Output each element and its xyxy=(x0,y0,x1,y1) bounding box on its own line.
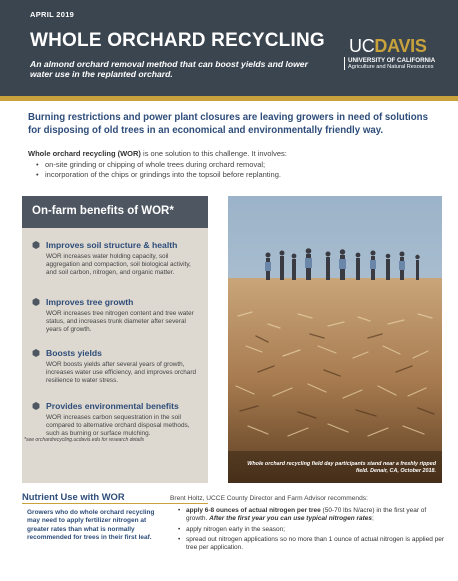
hexagon-bullet-icon xyxy=(32,298,40,306)
page-title: WHOLE ORCHARD RECYCLING xyxy=(30,30,325,51)
list-item xyxy=(178,507,446,524)
list-item: • on-site grinding or chipping of whole trees during orchard removal; xyxy=(36,160,436,170)
wor-steps-list xyxy=(36,160,436,180)
benefit-environment xyxy=(32,401,202,437)
hexagon-bullet-icon xyxy=(32,241,40,249)
issue-date: APRIL 2019 xyxy=(30,10,75,19)
benefit-title: Boosts yields xyxy=(46,348,102,358)
hexagon-bullet-icon xyxy=(32,402,40,410)
rec1-bold: apply 6-8 ounces of actual nitrogen per tree xyxy=(186,507,321,514)
hexagon-bullet-icon xyxy=(32,349,40,357)
recommendation-intro: Brent Holtz, UCCE County Director and Farm Advisor recommends: xyxy=(170,495,368,502)
benefit-title: Provides environmental benefits xyxy=(46,401,179,411)
recommendation-list xyxy=(178,507,446,554)
benefits-heading: On-farm benefits of WOR* xyxy=(22,196,208,228)
rec1-end: ; xyxy=(372,515,374,523)
field-photo-image xyxy=(228,196,442,483)
benefit-text: WOR increases tree nitrogen content and tree water status, and increases trunk diameter after several years of growth. xyxy=(46,310,194,333)
rec1-rest: (50-70 lbs N/acre) in the first year of growth. xyxy=(186,507,427,523)
benefit-text: WOR increases water holding capacity, soil aggregation and compaction, soil biological activity, and soil carbon, nitrogen, and organic matter. xyxy=(46,253,191,276)
field-day-photo xyxy=(228,196,442,483)
list-item: • incorporation of the chips or grindings into the topsoil before replanting. xyxy=(36,170,436,180)
wor-rest: is one solution to this challenge. It involves: xyxy=(140,149,287,158)
benefit-title: Improves tree growth xyxy=(46,297,134,307)
header-banner xyxy=(0,0,458,96)
benefit-title: Improves soil structure & health xyxy=(46,240,178,250)
benefit-tree-growth xyxy=(32,297,202,333)
benefit-yields xyxy=(32,348,202,384)
nutrient-heading: Nutrient Use with WOR xyxy=(22,491,125,502)
logo-division: Agriculture and Natural Resources xyxy=(344,64,444,70)
benefit-text: WOR increases carbon sequestration in the soil compared to alternative orchard disposal methods, such as burning or surface mulching. xyxy=(46,414,190,437)
gold-divider xyxy=(0,96,458,101)
logo-university: UNIVERSITY OF CALIFORNIA xyxy=(344,57,444,64)
benefit-soil xyxy=(32,240,202,276)
list-item: • spread out nitrogen applications so no more than 1 ounce of actual nitrogen is applied per tree per application. xyxy=(178,536,446,553)
photo-caption: Whole orchard recycling field day participants stand near a freshly ripped field. Denair, CA, October 2018. xyxy=(247,461,436,474)
wor-lead: Whole orchard recycling (WOR) xyxy=(28,149,141,158)
page-subtitle: An almond orchard removal method that can boost yields and lower water use in the replanted orchard. xyxy=(30,59,308,79)
intro-headline: Burning restrictions and power plant closures are leaving growers in need of solutions for disposing of old trees in an economical and environmentally friendly way. xyxy=(28,112,428,136)
ucdavis-logo xyxy=(349,37,449,70)
rec1-italic: After the first year you can use typical nitrogen rates xyxy=(209,515,373,523)
logo-uc: UC xyxy=(349,36,375,56)
benefit-text: WOR boosts yields after several years of growth, increases water use efficiency, and improves orchard resilience to water stress. xyxy=(46,361,197,384)
logo-davis: DAVIS xyxy=(374,36,427,56)
wor-definition xyxy=(28,149,438,159)
nutrient-text: Growers who do whole orchard recycling may need to apply fertilizer nitrogen at greater rates than what is normally recommended for trees in their first leaf. xyxy=(27,509,155,541)
research-footnote: *see orchardrecycling.ucdavis.edu for research details xyxy=(24,437,145,443)
list-item: • apply nitrogen early in the season; xyxy=(178,526,446,534)
